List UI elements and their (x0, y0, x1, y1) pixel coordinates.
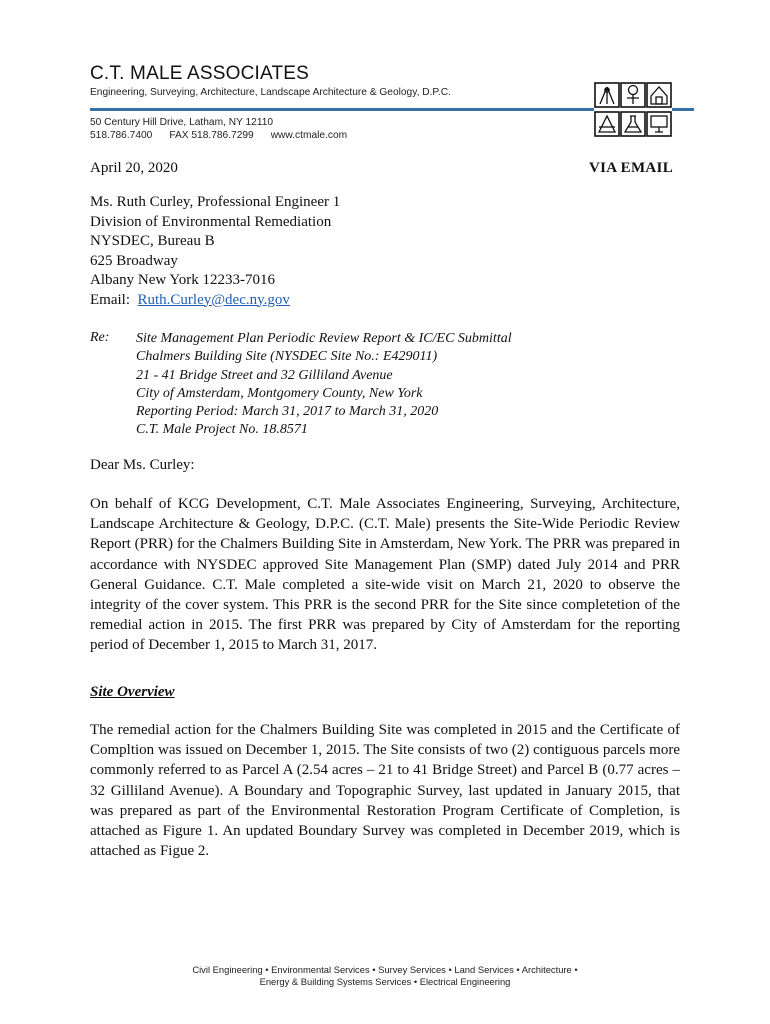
re-line: City of Amsterdam, Montgomery County, New York (136, 385, 423, 401)
recipient-street: 625 Broadway (90, 252, 178, 269)
recipient-city: Albany New York 12233-7016 (90, 272, 275, 288)
company-logo (594, 82, 672, 138)
company-fax: FAX 518.786.7299 (169, 130, 254, 141)
body-paragraph: The remedial action for the Chalmers Building Site was completed in 2015 and the Certificate of Compltion was issued on December 1, 2015. The Site consists of two (2) contiguous parcels more commonly referred to as Parcel A (2.54 acres – 21 to 41 Bridge Street) and Parcel B (0.77 acres – 32 Gilliland Avenue). A Boundary and Topographic Survey, last updated in January 2015, that was prepared as part of the Environmental Restoration Program Certificate of Completion, is attached as Figure 1. An updated Boundary Survey was completed in December 2019, which is attached as Figue 2. (90, 722, 680, 860)
section-heading-site-overview: Site Overview (90, 684, 175, 700)
delivery-method: VIA EMAIL (589, 160, 673, 176)
recipient-email-line (90, 291, 340, 311)
company-name: C.T. MALE ASSOCIATES (90, 63, 310, 84)
salutation: Dear Ms. Curley: (90, 457, 195, 473)
recipient-address (90, 193, 340, 310)
company-contact-line (90, 130, 347, 141)
re-line: 21 - 41 Bridge Street and 32 Gilliland Avenue (136, 367, 393, 383)
re-line: C.T. Male Project No. 18.8571 (136, 422, 308, 438)
re-line: Reporting Period: March 31, 2017 to March 31, 2020 (136, 404, 439, 420)
recipient-division: Division of Environmental Remediation (90, 213, 332, 230)
company-subtitle: Engineering, Surveying, Architecture, Landscape Architecture & Geology, D.P.C. (90, 87, 451, 98)
email-label: Email: (90, 291, 130, 308)
footer-services-line-2: Energy & Building Systems Services • Electrical Engineering (259, 976, 511, 987)
letterhead-rule-right (672, 108, 694, 111)
re-subject-block (136, 330, 512, 440)
re-line: Site Management Plan Periodic Review Report & IC/EC Submittal (136, 331, 512, 346)
recipient-email-link[interactable]: Ruth.Curley@dec.ny.gov (137, 291, 290, 308)
recipient-name: Ms. Ruth Curley, Professional Engineer 1 (90, 194, 341, 210)
letter-date: April 20, 2020 (90, 160, 178, 176)
company-phone: 518.786.7400 (90, 130, 153, 141)
recipient-agency: NYSDEC, Bureau B (90, 233, 215, 249)
letterhead-rule (90, 108, 594, 111)
re-line: Chalmers Building Site (NYSDEC Site No.: E429011) (136, 349, 438, 365)
body-paragraph: On behalf of KCG Development, C.T. Male Associates Engineering, Surveying, Architecture, Landscape Architecture & Geology, D.P.C. (C.T. Male) presents the Site-Wide Periodic Review Report (PRR) for the Chalmers Building Site in Amsterdam, New York. The PRR was prepared in accordance with NYSDEC approved Site Management Plan (SMP) dated July 2014 and PRR General Guidance. C.T. Male completed a site-wide visit on March 21, 2020 to observe the integrity of the cover system. This PRR is the second PRR for the Site since completetion of the remedial action in 2015. The first PRR was prepared by City of Amsterdam for the reporting period of December 1, 2015 to March 31, 2017. (90, 496, 680, 654)
re-label: Re: (90, 330, 110, 345)
company-website: www.ctmale.com (270, 130, 348, 141)
footer-services-line-1: Civil Engineering • Environmental Services • Survey Services • Land Services • Architecture • (192, 964, 578, 975)
company-address: 50 Century Hill Drive, Latham, NY 12110 (90, 117, 274, 128)
